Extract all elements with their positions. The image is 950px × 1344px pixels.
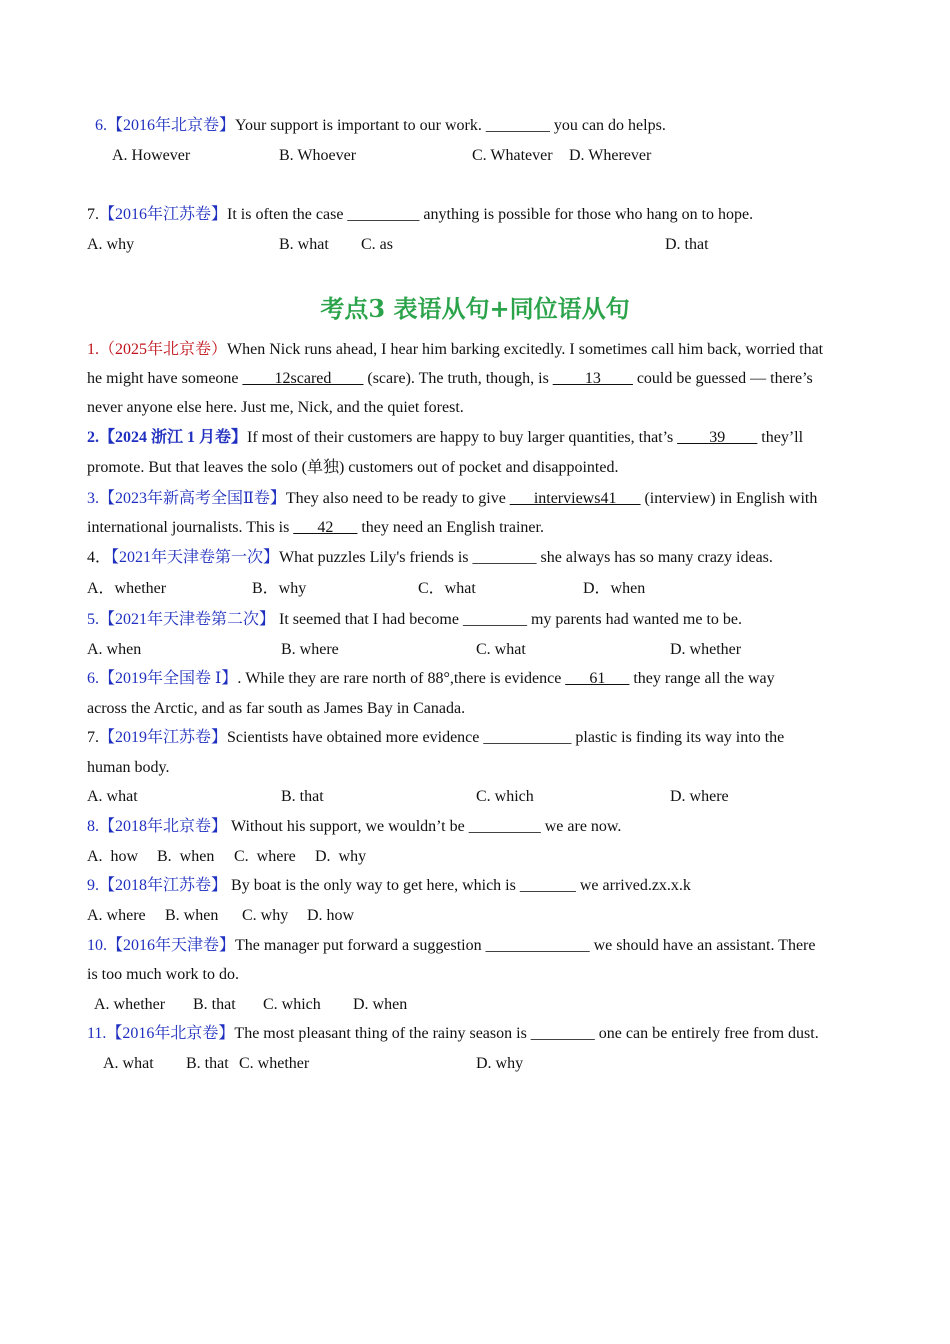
- question-text: they’ll: [757, 429, 804, 446]
- option-a: A. why: [87, 236, 135, 253]
- question-text: he might have someone: [87, 370, 243, 387]
- option-c: C. where: [234, 848, 296, 865]
- question-text: (interview) in English with: [640, 490, 818, 507]
- answer-blank-61: ___61___: [565, 670, 630, 687]
- question-10-line-2: is too much work to do.: [87, 966, 239, 983]
- question-number: 7.: [87, 206, 99, 223]
- question-number: 11.: [87, 1025, 107, 1042]
- option-c: C. whether: [239, 1055, 310, 1072]
- option-b: B. what: [279, 236, 329, 253]
- option-d: D. when: [353, 996, 408, 1013]
- question-text: The manager put forward a suggestion _____________ we should have an assistant. There: [235, 937, 816, 954]
- question-number: 6.: [87, 670, 99, 687]
- question-text: international journalists. This is: [87, 519, 294, 536]
- question-6-top-stem: [95, 116, 666, 136]
- option-b: B. when: [165, 907, 219, 924]
- option-b: B. that: [281, 788, 324, 805]
- question-7-line-1: [87, 728, 784, 748]
- option-c: C. what: [476, 641, 526, 658]
- option-b: B. that: [193, 996, 236, 1013]
- question-number: 6.: [95, 117, 107, 134]
- question-text: When Nick runs ahead, I hear him barking excitedly. I sometimes call him back, worried that: [227, 341, 824, 358]
- question-1-line-2: [87, 369, 813, 389]
- option-b: B. when: [157, 848, 215, 865]
- question-2-line-2: promote. But that leaves the solo (单独) customers out of pocket and disappointed.: [87, 459, 619, 476]
- question-3-line-2: [87, 518, 544, 538]
- option-c: C. as: [361, 236, 393, 253]
- answer-blank-42: ___42___: [293, 519, 358, 536]
- question-1-line-3: never anyone else here. Just me, Nick, and the quiet forest.: [87, 399, 464, 416]
- question-8-stem: [87, 817, 621, 837]
- question-number: 2.: [87, 429, 99, 446]
- question-text: It is often the case _________ anything is possible for those who hang on to hope.: [227, 206, 754, 223]
- question-text: By boat is the only way to get here, which is _______ we arrived.zx.x.k: [227, 877, 691, 894]
- question-7-top-stem: [87, 205, 753, 225]
- option-a: A. However: [112, 147, 191, 164]
- question-source: 【2024 浙江 1 月卷】: [99, 429, 248, 446]
- option-c: C. why: [242, 907, 289, 924]
- section-title: 考点3 表语从句+同位语从句: [320, 294, 630, 323]
- question-text: Without his support, we wouldn’t be _________ we are now.: [227, 818, 622, 835]
- question-source: 【2016年江苏卷】: [99, 206, 228, 223]
- question-source: 【2023年新高考全国Ⅱ卷】: [99, 490, 286, 507]
- question-number: 10.: [87, 937, 107, 954]
- question-6-line-2: across the Arctic, and as far south as James Bay in Canada.: [87, 700, 466, 717]
- question-number: 4．: [87, 549, 112, 566]
- option-c: C. which: [476, 788, 534, 805]
- option-d: D. where: [670, 788, 729, 805]
- option-a: A. what: [87, 788, 138, 805]
- option-d: D. whether: [670, 641, 742, 658]
- question-5-stem: [87, 610, 742, 630]
- question-number: 9.: [87, 877, 99, 894]
- option-a: A. what: [103, 1055, 154, 1072]
- question-text: they range all the way: [629, 670, 775, 687]
- question-source: 【2016年北京卷】: [106, 1025, 235, 1042]
- option-b: B. where: [281, 641, 339, 658]
- question-text: They also need to be ready to give: [285, 490, 510, 507]
- option-b: B. Whoever: [279, 147, 357, 164]
- option-d: D. why: [315, 848, 367, 865]
- answer-blank-13: ____13____: [552, 370, 633, 387]
- question-source: 【2016年北京卷】: [107, 117, 236, 134]
- question-text: It seemed that I had become ________ my parents had wanted me to be.: [275, 611, 742, 628]
- option-d: D. Wherever: [569, 147, 652, 164]
- question-10-line-1: [87, 936, 815, 956]
- question-source: 【2021年天津卷第一次】: [111, 549, 280, 566]
- question-text: . While they are rare north of 88°,there is evidence: [237, 670, 566, 687]
- option-d: D. how: [307, 907, 355, 924]
- option-a: A. whether: [94, 996, 166, 1013]
- question-source: 【2018年江苏卷】: [99, 877, 228, 894]
- option-d: D．when: [583, 580, 646, 597]
- question-text: they need an English trainer.: [357, 519, 544, 536]
- question-source: 【2016年天津卷】: [107, 937, 236, 954]
- question-text: The most pleasant thing of the rainy season is ________ one can be entirely free from dust.: [234, 1025, 819, 1042]
- question-text: could be guessed — there’s: [632, 370, 813, 387]
- question-text: What puzzles Lily's friends is ________ she always has so many crazy ideas.: [279, 549, 773, 566]
- option-c: C．what: [418, 580, 476, 597]
- question-source: 【2021年天津卷第二次】: [99, 611, 276, 628]
- question-9-stem: [87, 876, 691, 896]
- question-number: 7.: [87, 729, 99, 746]
- option-c: C. Whatever: [472, 147, 553, 164]
- question-number: 8.: [87, 818, 99, 835]
- question-number: 3.: [87, 490, 99, 507]
- question-text: If most of their customers are happy to buy larger quantities, that’s: [247, 429, 678, 446]
- question-number: 5.: [87, 611, 99, 628]
- question-11-stem: [87, 1024, 819, 1044]
- question-source: 【2019年江苏卷】: [99, 729, 228, 746]
- option-b: B．why: [252, 580, 307, 597]
- question-source: 【2019年全国卷 Ⅰ】: [99, 670, 238, 687]
- question-2-line-1: [87, 428, 803, 448]
- question-3-line-1: [87, 489, 817, 509]
- option-c: C. which: [263, 996, 321, 1013]
- option-a: A. how: [87, 848, 139, 865]
- question-text: Scientists have obtained more evidence ___________ plastic is finding its way into the: [227, 729, 785, 746]
- question-source: （2025年北京卷）: [99, 341, 228, 358]
- option-a: A．whether: [87, 580, 167, 597]
- option-a: A. when: [87, 641, 142, 658]
- option-a: A. where: [87, 907, 146, 924]
- option-b: B. that: [186, 1055, 229, 1072]
- question-6-line-1: [87, 669, 775, 689]
- question-4-stem: [87, 548, 773, 568]
- question-1-line-1: [87, 340, 823, 360]
- question-text: Your support is important to our work. ________ you can do helps.: [235, 117, 666, 134]
- question-7-line-2: human body.: [87, 759, 170, 776]
- answer-blank-39: ____39____: [677, 429, 758, 446]
- question-text: (scare). The truth, though, is: [363, 370, 553, 387]
- answer-blank-12: ____12scared____: [242, 370, 364, 387]
- option-d: D. that: [665, 236, 709, 253]
- question-number: 1.: [87, 341, 99, 358]
- answer-blank-41: ___interviews41___: [509, 490, 641, 507]
- option-d: D. why: [476, 1055, 524, 1072]
- question-source: 【2018年北京卷】: [99, 818, 228, 835]
